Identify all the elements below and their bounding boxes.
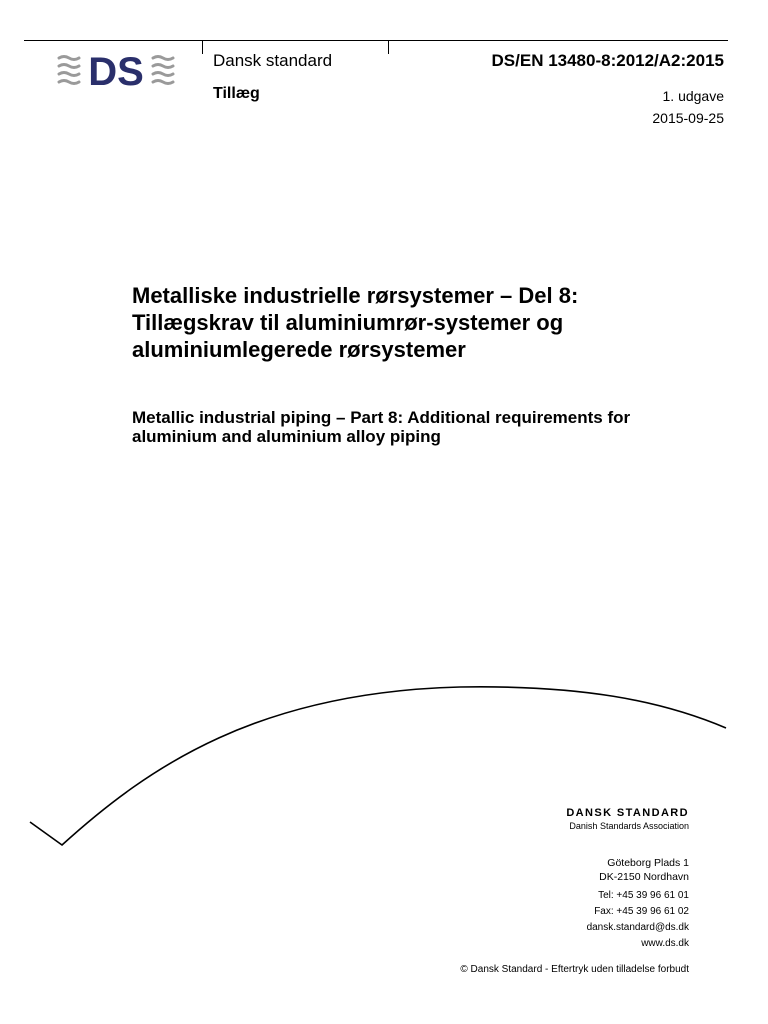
header-divider — [388, 40, 389, 54]
ds-logo-text: DS — [88, 50, 144, 90]
fax-number: Fax: +45 39 96 61 02 — [594, 906, 689, 917]
title-english: Metallic industrial piping – Part 8: Additional requirements for aluminium and aluminium alloy piping — [132, 408, 631, 446]
title-danish: Metalliske industrielle rørsystemer – Del 8: Tillægskrav til aluminiumrør-systemer og aluminiumlegerede rørsystemer — [132, 283, 579, 362]
website: www.ds.dk — [641, 938, 689, 949]
ds-logo — [57, 50, 175, 90]
publisher-block — [566, 807, 689, 831]
header-rule — [24, 40, 728, 41]
copyright-notice: © Dansk Standard - Eftertryk uden tilladelse forbudt — [460, 964, 689, 975]
publisher-name: DANSK STANDARD — [566, 807, 689, 819]
publisher-subtitle: Danish Standards Association — [569, 821, 689, 831]
address-line: Göteborg Plads 1 — [607, 857, 689, 869]
edition: 1. udgave — [662, 88, 724, 104]
supplement-label: Tillæg — [213, 85, 260, 102]
phone-number: Tel: +45 39 96 61 01 — [598, 890, 689, 901]
header-divider — [202, 40, 203, 54]
contact-block — [587, 856, 689, 952]
standard-number: DS/EN 13480-8:2012/A2:2015 — [491, 51, 724, 70]
publication-date: 2015-09-25 — [652, 110, 724, 126]
email-address: dansk.standard@ds.dk — [586, 922, 689, 933]
standard-label: Dansk standard — [213, 51, 333, 70]
address-line: DK-2150 Nordhavn — [599, 871, 689, 883]
